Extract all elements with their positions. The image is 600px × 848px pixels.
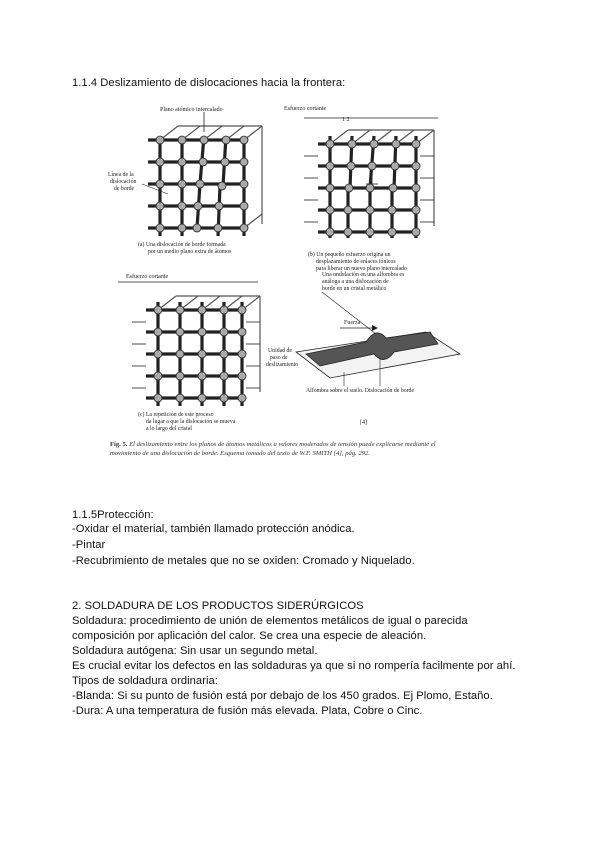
protection-item-2: -Pintar xyxy=(72,539,106,551)
panel-a-caption: (a) Una dislocación de borde formada por un medio plano extra de átomos xyxy=(138,242,232,255)
panel-d-carpet xyxy=(296,292,460,386)
panel-a-left-label: Línea de la dislocación de borde xyxy=(108,172,137,192)
panel-b-caption: (b) Un pequeño esfuerzo origina un desplazamiento de enlaces iónicos para liberar un nuevo plano intercalado xyxy=(308,252,407,272)
section-1-1-5-heading: 1.1.5Protección: xyxy=(72,509,154,521)
protection-item-1: -Oxidar el material, también llamado protección anódica. xyxy=(72,523,355,535)
section-2-line-5: Tipos de soldadura ordinaria: xyxy=(72,675,218,687)
panel-d-bottom-label: Alfombra sobre el suelo. Dislocación de borde xyxy=(306,388,415,394)
section-2-line-2: composición por aplicación del calor. Se crea una especie de aleación. xyxy=(72,630,427,642)
section-2-line-1: Soldadura: procedimiento de unión de elementos metálicos de igual o parecida xyxy=(72,615,468,627)
panel-d-force-label: Fuerza xyxy=(344,320,361,326)
section-1-1-4-heading: 1.1.4 Deslizamiento de dislocaciones hacia la frontera: xyxy=(72,77,346,89)
dislocation-figure xyxy=(108,96,476,488)
panel-c-caption: (c) La repetición de este proceso da lugar a que la dislocación se mueva a lo largo del cristal xyxy=(138,412,236,432)
panel-c-top-label: Esfuerzo cortante xyxy=(126,274,169,280)
section-2-line-7: -Dura: A una temperatura de fusión más elevada. Plata, Cobre o Cinc. xyxy=(72,705,423,717)
section-2-line-3: Soldadura autógena: Sin usar un segundo metal. xyxy=(72,645,318,657)
panel-a-lattice xyxy=(148,112,262,236)
panel-b-top-label: Esfuerzo cortante xyxy=(284,106,327,112)
panel-b-lattice xyxy=(304,118,438,238)
section-2-line-4: Es crucial evitar los defectos en las soldaduras ya que si no rompería facilmente por ahí. xyxy=(72,660,516,672)
panel-c-right-label: Unidad de paso de deslizamiento xyxy=(266,348,299,368)
section-2-line-6: -Blanda: Si su punto de fusión está por debajo de los 450 grados. Ej Plomo, Estaño. xyxy=(72,690,493,702)
panel-c-lattice xyxy=(118,282,260,406)
panel-a-top-label: Plano atómico intercalado xyxy=(160,107,223,113)
protection-item-3: -Recubrimiento de metales que no se oxiden: Cromado y Niquelado. xyxy=(72,555,415,567)
figure-caption: Fig. 5. El deslizamiento entre los planos de átomos metálicos a valores moderados de tensión puede explicarse mediante el movimiento de una dislocación de borde. Esquema tomado del texto de W.F. SMITH [4], pág. 292. xyxy=(110,441,436,457)
panel-d-top-label: Una ondulación en una alfombra es análoga a una dislocación de borde en un cristal metálico xyxy=(322,272,405,292)
svg-text:1 2: 1 2 xyxy=(342,117,350,123)
section-2-heading: 2. SOLDADURA DE LOS PRODUCTOS SIDERÚRGICOS xyxy=(72,600,364,612)
figure-ref: [4] xyxy=(360,420,367,426)
